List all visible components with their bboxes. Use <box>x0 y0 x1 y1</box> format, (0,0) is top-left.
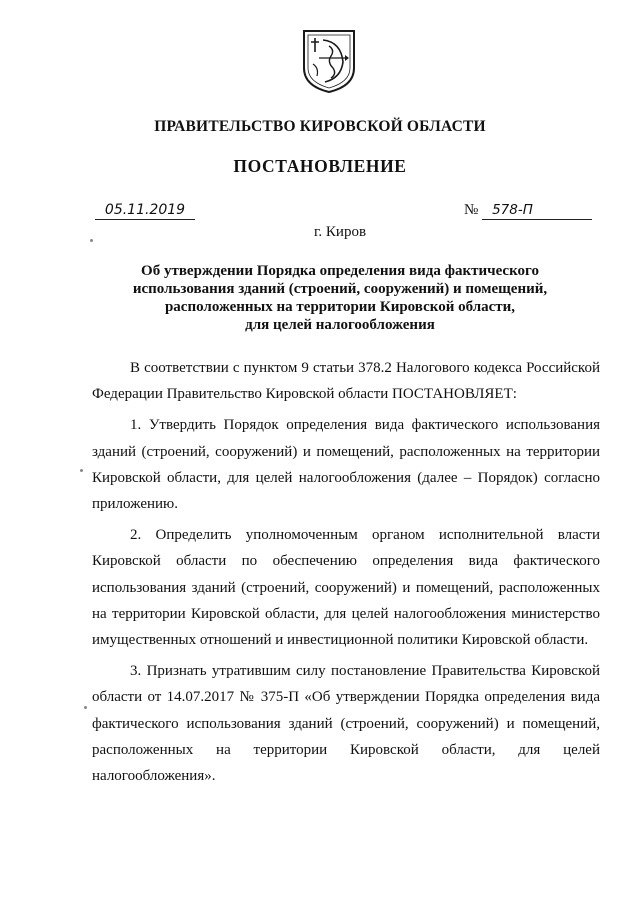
scan-speck <box>90 239 93 242</box>
title-line: для целей налогообложения <box>245 317 435 333</box>
paragraph-item-1: 1. Утвердить Порядок определения вида фактического использования зданий (строений, сооружений) и помещений, расположенных на территории Кировской области, для целей налогообложения (далее – Порядок) согласно приложению. <box>92 417 600 513</box>
city-label: г. Киров <box>313 224 367 240</box>
document-body <box>92 355 600 789</box>
number-label: № <box>464 202 479 218</box>
document-date: 05.11.2019 <box>95 201 195 220</box>
paragraph-item-2: 2. Определить уполномоченным органом исполнительной власти Кировской области по обеспечению определения вида фактического использования зданий (строений, сооружений) и помещений, расположенных на территории Кировской области, для целей налогообложения министерство имущественных отношений и инвестиционной политики Кировской области. <box>92 527 600 649</box>
number-value: 578-П <box>482 201 592 220</box>
title-line: использования зданий (строений, сооружений) и помещений, <box>132 281 548 297</box>
scan-speck <box>84 706 87 709</box>
title-line: Об утверждении Порядка определения вида фактического <box>141 263 539 279</box>
paragraph-item-3: 3. Признать утратившим силу постановление Правительства Кировской области от 14.07.2017 № 375-П «Об утверждении Порядка определения вида фактического использования зданий (строений, сооружений) и помещений, расположенных на территории Кировской области, для целей налогообложения». <box>92 663 600 785</box>
scan-speck <box>80 469 83 472</box>
coat-of-arms-icon <box>301 28 357 94</box>
document-number <box>464 201 592 220</box>
document-type-heading: ПОСТАНОВЛЕНИЕ <box>233 156 407 176</box>
paragraph-preamble: В соответствии с пунктом 9 статьи 378.2 Налогового кодекса Российской Федерации Правительство Кировской области ПОСТАНОВЛЯЕТ: <box>92 360 600 403</box>
document-title <box>100 262 580 334</box>
government-heading: ПРАВИТЕЛЬСТВО КИРОВСКОЙ ОБЛАСТИ <box>154 118 486 135</box>
title-line: расположенных на территории Кировской области, <box>164 299 516 315</box>
